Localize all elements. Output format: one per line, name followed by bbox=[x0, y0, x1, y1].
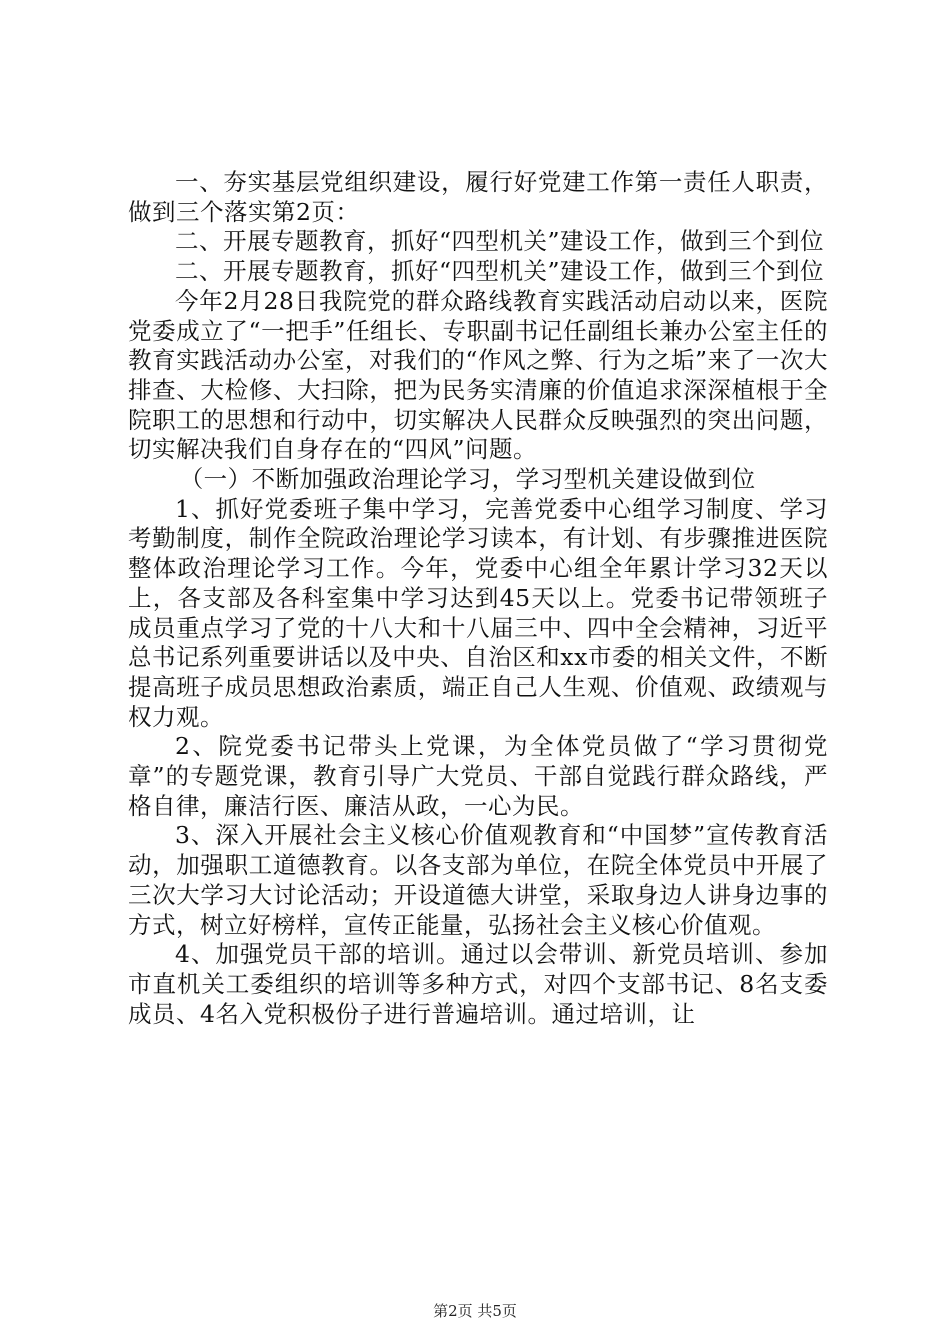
paragraph-item-3: 3、深入开展社会主义核心价值观教育和“中国梦”宣传教育活动，加强职工道德教育。以各支部为单位，在院全体党员中开展了三次大学习大讨论活动；开设道德大讲堂，采取身边人讲身边事的方式，树立好榜样，宣传正能量，弘扬社会主义核心价值观。 bbox=[128, 821, 828, 939]
paragraph-heading-2: 二、开展专题教育，抓好“四型机关”建设工作，做到三个到位 bbox=[175, 227, 825, 256]
paragraph-heading-2-repeat: 二、开展专题教育，抓好“四型机关”建设工作，做到三个到位 bbox=[175, 257, 825, 286]
paragraph-item-4: 4、加强党员干部的培训。通过以会带训、新党员培训、参加市直机关工委组织的培训等多种方式，对四个支部书记、8名支委成员、4名入党积极份子进行普遍培训。通过培训，让 bbox=[128, 940, 828, 1028]
subsection-heading: （一）不断加强政治理论学习，学习型机关建设做到位 bbox=[179, 465, 756, 494]
document-body bbox=[128, 168, 828, 1029]
paragraph-item-2: 2、院党委书记带头上党课，为全体党员做了“学习贯彻党章”的专题党课，教育引导广大党员、干部自觉践行群众路线，严格自律，廉洁行医、廉洁从政，一心为民。 bbox=[128, 732, 828, 820]
page-number-footer: 第2页 共5页 bbox=[433, 1302, 517, 1320]
paragraph-heading-1: 一、夯实基层党组织建设，履行好党建工作第一责任人职责，做到三个落实第2页： bbox=[128, 168, 828, 226]
paragraph-intro: 今年2月28日我院党的群众路线教育实践活动启动以来，医院党委成立了“一把手”任组长、专职副书记任副组长兼办公室主任的教育实践活动办公室，对我们的“作风之弊、行为之垢”来了一次大排查、大检修、大扫除，把为民务实清廉的价值追求深深植根于全院职工的思想和行动中，切实解决人民群众反映强烈的突出问题，切实解决我们自身存在的“四风”问题。 bbox=[128, 286, 828, 464]
paragraph-item-1: 1、抓好党委班子集中学习，完善党委中心组学习制度、学习考勤制度，制作全院政治理论学习读本，有计划、有步骤推进医院整体政治理论学习工作。今年，党委中心组全年累计学习32天以上，各支部及各科室集中学习达到45天以上。党委书记带领班子成员重点学习了党的十八大和十八届三中、四中全会精神，习近平总书记系列重要讲话以及中央、自治区和xx市委的相关文件，不断提高班子成员思想政治素质，端正自己人生观、价值观、政绩观与权力观。 bbox=[128, 494, 828, 731]
